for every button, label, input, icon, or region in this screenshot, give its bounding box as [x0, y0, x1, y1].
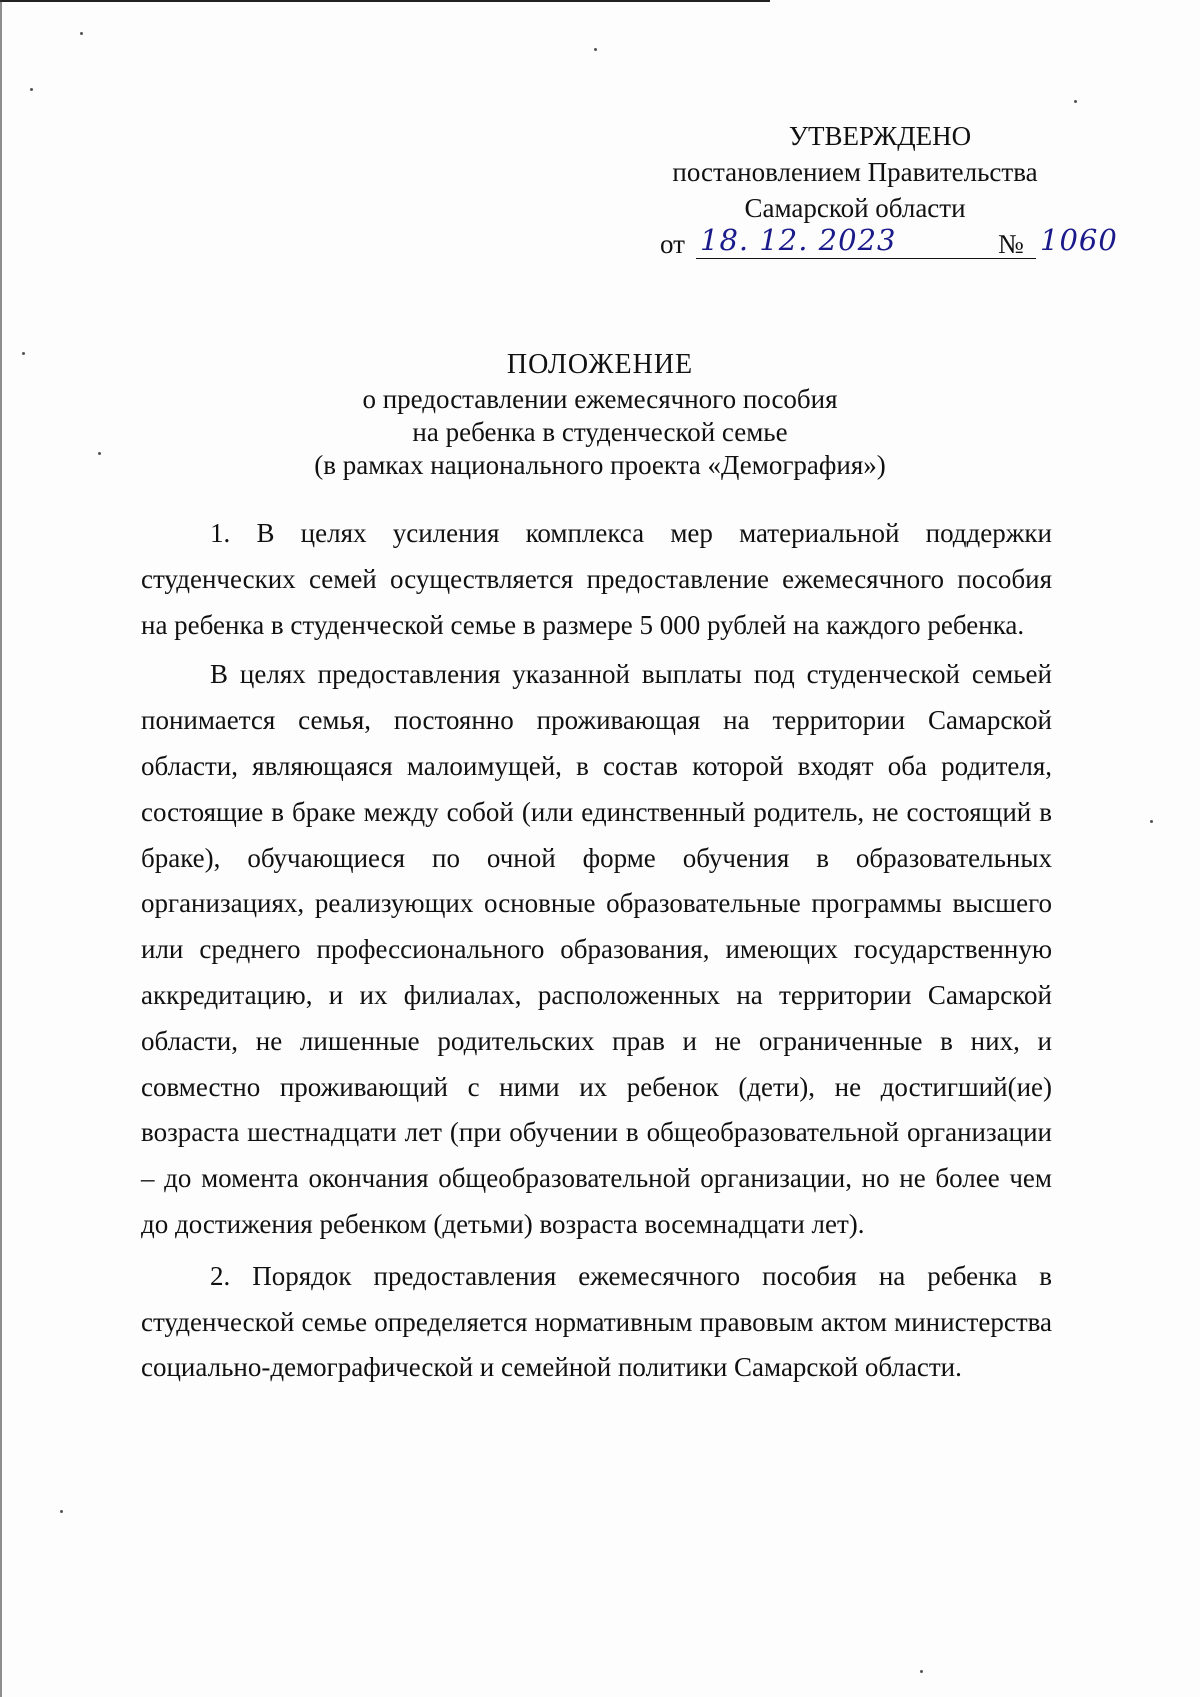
approval-stamp	[640, 118, 1118, 259]
scan-speck	[1074, 100, 1077, 103]
approval-date-row	[660, 223, 1118, 262]
scan-speck	[594, 48, 597, 51]
scan-speck	[30, 88, 33, 91]
heading-line1: о предоставлении ежемесячного пособия	[362, 384, 838, 414]
document-title: ПОЛОЖЕНИЕ	[506, 349, 694, 380]
approval-line1: постановлением Правительства	[672, 157, 1038, 187]
heading-line2: на ребенка в студенческой семье	[412, 417, 788, 447]
handwritten-date: 18. 12. 2023	[700, 223, 897, 257]
date-prefix: от	[660, 229, 685, 259]
approval-title: УТВЕРЖДЕНО	[788, 121, 972, 151]
scan-speck	[22, 352, 25, 355]
scan-speck	[60, 1510, 63, 1513]
heading-line3: (в рамках национального проекта «Демография»)	[314, 450, 886, 480]
paragraph-3: 2. Порядок предоставления ежемесячного пособия на ребенка в студенческой семье определяется нормативным правовым актом министерства социально-демографической и семейной политики Самарской области.	[141, 1260, 1052, 1383]
document-body	[141, 511, 1052, 1395]
scan-border-left	[0, 0, 2, 1697]
scan-speck	[920, 1670, 923, 1673]
number-prefix: №	[998, 229, 1024, 259]
handwritten-number: 1060	[1040, 223, 1118, 257]
paragraph-2: В целях предоставления указанной выплаты под студенческой семьей понимается семья, постоянно проживающая на территории Самарской области, являющаяся малоимущей, в состав которой входят оба родителя, состоящие в браке между собой (или единственный родитель, не состоящий в браке), обучающиеся по очной форме обучения в образовательных организациях, реализующих основные образовательные программы высшего или среднего профессионального образования, имеющих государственную аккредитацию, и их филиалах, расположенных на территории Самарской области, не лишенные родительских прав и не ограниченные в них, и совместно проживающий с ними их ребенок (дети), не достигший(ие) возраста шестнадцати лет (при обучении в общеобразовательной организации – до момента окончания общеобразовательной организации, но не более чем до достижения ребенком (детьми) возраста восемнадцати лет).	[141, 659, 1052, 1239]
scan-speck	[80, 32, 83, 35]
date-underline	[696, 258, 1036, 259]
document-heading	[220, 348, 980, 482]
approval-line2: Самарской области	[744, 193, 966, 223]
paragraph-1: 1. В целях усиления комплекса мер материальной поддержки студенческих семей осуществляется предоставление ежемесячного пособия на ребенка в студенческой семье в размере 5 000 рублей на каждого ребенка.	[141, 518, 1052, 640]
scan-border-top	[0, 0, 770, 2]
scan-speck	[1150, 820, 1153, 823]
scan-speck	[98, 452, 101, 455]
